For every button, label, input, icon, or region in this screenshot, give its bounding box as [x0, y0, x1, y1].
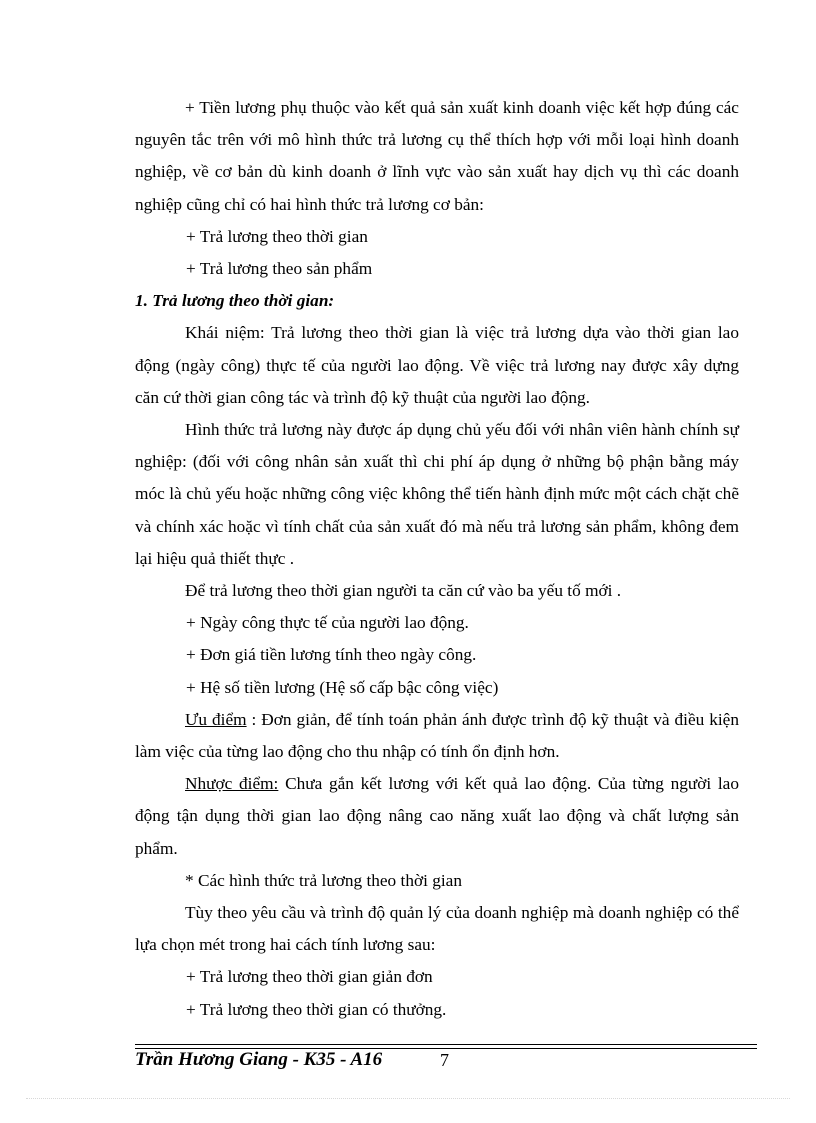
bullet-workdays: + Ngày công thực tế của người lao động. — [186, 613, 469, 633]
paragraph-forms: * Các hình thức trả lương theo thời gian — [185, 870, 462, 890]
section-heading: 1. Trả lương theo thời gian: — [135, 291, 335, 311]
paragraph-disadvantages — [135, 768, 739, 865]
disadvantages-text: Chưa gắn kết lương với kết quả lao động. Của từng người lao động tận dụng thời gian lao động nâng cao năng xuất lao động và chất lượng sản phẩm. — [135, 774, 739, 858]
disadvantages-label: Nhược điểm: — [185, 774, 279, 794]
bullet-unit-price: + Đơn giá tiền lương tính theo ngày công. — [186, 645, 477, 665]
advantages-label: Ưu điểm — [185, 709, 247, 729]
paragraph-intro — [135, 92, 739, 221]
paragraph-factors: Để trả lương theo thời gian người ta căn cứ vào ba yếu tố mới . — [185, 581, 622, 601]
bullet-time-bonus: + Trả lương theo thời gian có thưởng. — [186, 999, 447, 1019]
document-body — [135, 92, 739, 1026]
footer-author: Trần Hương Giang - K35 - A16 — [135, 1049, 383, 1070]
bullet-product-based: + Trả lương theo sản phẩm — [186, 259, 373, 279]
paragraph-intro-line1: + Tiền lương phụ thuộc vào kết quả sản xuất kinh doanh việc kết hợp — [185, 98, 672, 117]
bullet-simple-time: + Trả lương theo thời gian giản đơn — [186, 967, 433, 987]
page-number: 7 — [440, 1050, 449, 1070]
page-footer — [135, 1047, 757, 1073]
paragraph-choice: Tùy theo yêu cầu và trình độ quản lý của doanh nghiệp mà doanh nghiệp có thể lựa chọn mét trong hai cách tính lương sau: — [135, 903, 739, 955]
paragraph-intro-rest: đúng các nguyên tắc trên với mô hình thức trả lương cụ thể thích hợp với mỗi loại hình doanh nghiệp, về cơ bản dù kinh doanh ở lĩnh vực vào sản xuất hay dịch vụ thì các doanh nghiệp cũng chỉ có hai hình thức trả lương cơ bản: — [135, 98, 739, 214]
paragraph-advantages — [135, 704, 739, 768]
page-bottom-border — [26, 1098, 790, 1123]
bullet-time-based: + Trả lương theo thời gian — [186, 226, 368, 246]
paragraph-concept: Khái niệm: Trả lương theo thời gian là việc trả lương dựa vào thời gian lao động (ngày công) thực tế của người lao động. Về việc trả lương nay được xây dựng căn cứ thời gian công tác và trình độ kỹ thuật của người lao động. — [135, 323, 739, 407]
bullet-coefficient: + Hệ số tiền lương (Hệ số cấp bậc công việc) — [186, 677, 499, 697]
advantages-text: : Đơn giản, để tính toán phản ánh được trình độ kỹ thuật và điều kiện làm việc của từng lao động cho thu nhập có tính ổn định hơn. — [135, 709, 739, 762]
paragraph-application: Hình thức trả lương này được áp dụng chủ yếu đối với nhân viên hành chính sự nghiệp: (đối với công nhân sản xuất thì chi phí áp dụng ở những bộ phận bằng máy móc là chủ yếu hoặc những công việc không thể tiến hành định mức một cách chặt chẽ và chính xác hoặc vì tính chất của sản xuất đó mà nếu trả lương sản phẩm, không đem lại hiệu quả thiết thực . — [135, 420, 739, 568]
